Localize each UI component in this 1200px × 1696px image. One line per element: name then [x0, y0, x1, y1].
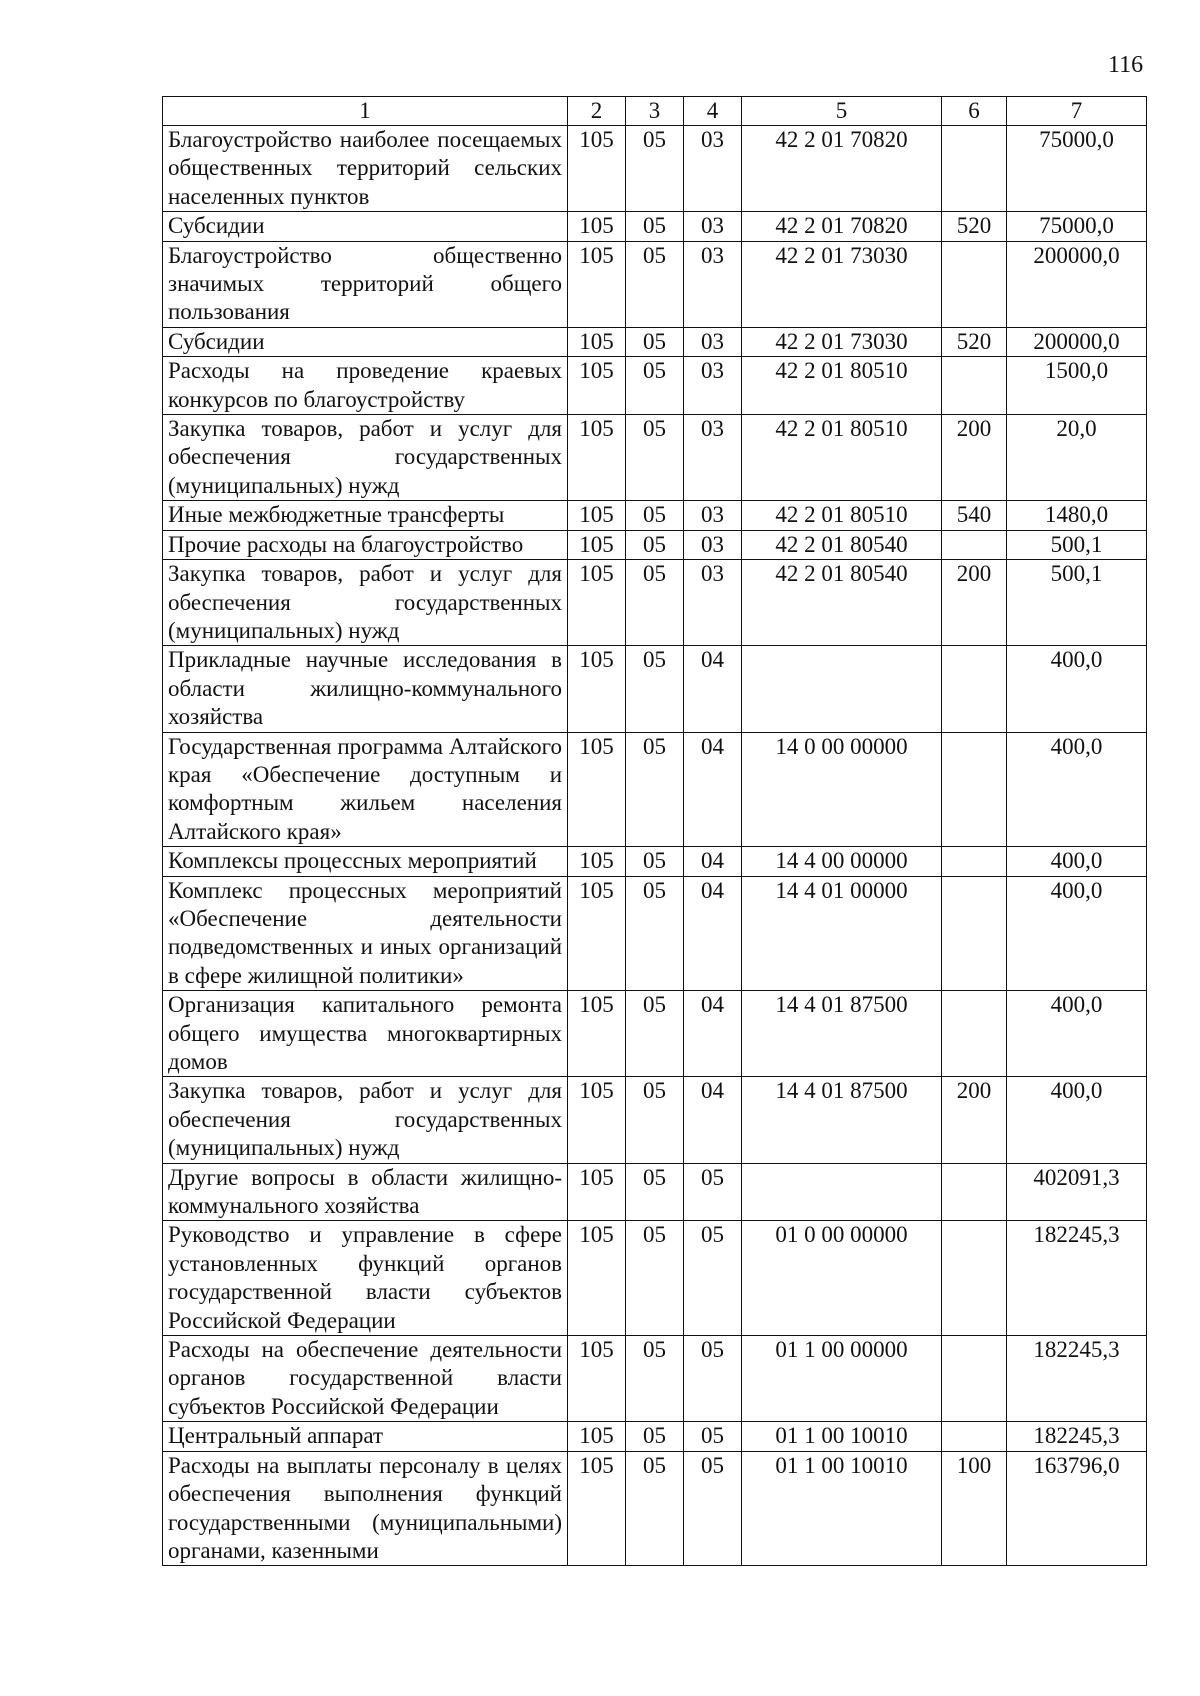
target-article-cell: 01 1 00 00000 — [742, 1336, 942, 1422]
table-row — [163, 1077, 1147, 1163]
subsection-code-cell: 03 — [684, 530, 742, 559]
row-name-cell: Закупка товаров, работ и услуг для обеспечения государственных (муниципальных) нужд — [163, 415, 568, 501]
section-code-cell: 05 — [626, 530, 684, 559]
section-code-cell: 05 — [626, 212, 684, 241]
amount-cell: 75000,0 — [1007, 212, 1147, 241]
expense-type-cell — [942, 876, 1007, 991]
column-header: 4 — [684, 97, 742, 126]
admin-code-cell: 105 — [568, 1422, 626, 1451]
amount-cell: 400,0 — [1007, 1077, 1147, 1163]
subsection-code-cell: 04 — [684, 732, 742, 847]
admin-code-cell: 105 — [568, 1077, 626, 1163]
section-code-cell: 05 — [626, 1163, 684, 1221]
subsection-code-cell: 04 — [684, 1077, 742, 1163]
expense-type-cell — [942, 732, 1007, 847]
target-article-cell: 14 4 00 00000 — [742, 847, 942, 876]
admin-code-cell: 105 — [568, 1336, 626, 1422]
amount-cell: 400,0 — [1007, 847, 1147, 876]
expense-type-cell: 520 — [942, 212, 1007, 241]
admin-code-cell: 105 — [568, 415, 626, 501]
section-code-cell: 05 — [626, 646, 684, 732]
column-header: 3 — [626, 97, 684, 126]
column-header: 1 — [163, 97, 568, 126]
row-name-cell: Руководство и управление в сфере установленных функций органов государственной власти субъектов Российской Федерации — [163, 1221, 568, 1336]
table-row — [163, 501, 1147, 530]
section-code-cell: 05 — [626, 241, 684, 327]
subsection-code-cell: 03 — [684, 415, 742, 501]
row-name-cell: Благоустройство общественно значимых территорий общего пользования — [163, 241, 568, 327]
amount-cell: 75000,0 — [1007, 126, 1147, 212]
admin-code-cell: 105 — [568, 560, 626, 646]
table-row — [163, 876, 1147, 991]
amount-cell: 182245,3 — [1007, 1422, 1147, 1451]
target-article-cell: 01 0 00 00000 — [742, 1221, 942, 1336]
column-header: 6 — [942, 97, 1007, 126]
expense-type-cell — [942, 530, 1007, 559]
table-row — [163, 357, 1147, 415]
subsection-code-cell: 03 — [684, 126, 742, 212]
target-article-cell: 14 4 01 00000 — [742, 876, 942, 991]
section-code-cell: 05 — [626, 847, 684, 876]
admin-code-cell: 105 — [568, 241, 626, 327]
subsection-code-cell: 04 — [684, 876, 742, 991]
amount-cell: 200000,0 — [1007, 327, 1147, 356]
target-article-cell — [742, 646, 942, 732]
subsection-code-cell: 03 — [684, 327, 742, 356]
table-row — [163, 847, 1147, 876]
subsection-code-cell: 05 — [684, 1221, 742, 1336]
row-name-cell: Иные межбюджетные трансферты — [163, 501, 568, 530]
target-article-cell: 42 2 01 70820 — [742, 126, 942, 212]
section-code-cell: 05 — [626, 126, 684, 212]
target-article-cell: 14 4 01 87500 — [742, 991, 942, 1077]
section-code-cell: 05 — [626, 560, 684, 646]
admin-code-cell: 105 — [568, 1221, 626, 1336]
amount-cell: 402091,3 — [1007, 1163, 1147, 1221]
subsection-code-cell: 05 — [684, 1451, 742, 1566]
column-header: 7 — [1007, 97, 1147, 126]
amount-cell: 400,0 — [1007, 876, 1147, 991]
row-name-cell: Организация капитального ремонта общего имущества многоквартирных домов — [163, 991, 568, 1077]
subsection-code-cell: 05 — [684, 1422, 742, 1451]
row-name-cell: Комплекс процессных мероприятий «Обеспечение деятельности подведомственных и иных организаций в сфере жилищной политики» — [163, 876, 568, 991]
target-article-cell: 42 2 01 70820 — [742, 212, 942, 241]
section-code-cell: 05 — [626, 876, 684, 991]
amount-cell: 163796,0 — [1007, 1451, 1147, 1566]
table-row — [163, 1451, 1147, 1566]
table-row — [163, 732, 1147, 847]
target-article-cell: 42 2 01 73030 — [742, 327, 942, 356]
section-code-cell: 05 — [626, 501, 684, 530]
admin-code-cell: 105 — [568, 212, 626, 241]
table-row — [163, 530, 1147, 559]
table-row — [163, 991, 1147, 1077]
expense-type-cell — [942, 1422, 1007, 1451]
admin-code-cell: 105 — [568, 1163, 626, 1221]
section-code-cell: 05 — [626, 357, 684, 415]
target-article-cell: 42 2 01 80510 — [742, 501, 942, 530]
expense-type-cell: 200 — [942, 415, 1007, 501]
section-code-cell: 05 — [626, 1077, 684, 1163]
expense-type-cell — [942, 1336, 1007, 1422]
expense-type-cell: 100 — [942, 1451, 1007, 1566]
table-row — [163, 327, 1147, 356]
expense-type-cell — [942, 646, 1007, 732]
expense-type-cell — [942, 241, 1007, 327]
admin-code-cell: 105 — [568, 327, 626, 356]
column-header: 2 — [568, 97, 626, 126]
row-name-cell: Центральный аппарат — [163, 1422, 568, 1451]
section-code-cell: 05 — [626, 1422, 684, 1451]
admin-code-cell: 105 — [568, 732, 626, 847]
expense-type-cell — [942, 126, 1007, 212]
table-row — [163, 560, 1147, 646]
row-name-cell: Прикладные научные исследования в области жилищно-коммунального хозяйства — [163, 646, 568, 732]
amount-cell: 500,1 — [1007, 560, 1147, 646]
subsection-code-cell: 05 — [684, 1163, 742, 1221]
amount-cell: 182245,3 — [1007, 1336, 1147, 1422]
section-code-cell: 05 — [626, 732, 684, 847]
target-article-cell: 14 0 00 00000 — [742, 732, 942, 847]
target-article-cell: 42 2 01 73030 — [742, 241, 942, 327]
table-row — [163, 415, 1147, 501]
section-code-cell: 05 — [626, 1336, 684, 1422]
section-code-cell: 05 — [626, 1451, 684, 1566]
budget-table-body — [163, 97, 1147, 1566]
subsection-code-cell: 04 — [684, 847, 742, 876]
table-row — [163, 646, 1147, 732]
row-name-cell: Субсидии — [163, 212, 568, 241]
amount-cell: 200000,0 — [1007, 241, 1147, 327]
amount-cell: 400,0 — [1007, 732, 1147, 847]
subsection-code-cell: 03 — [684, 501, 742, 530]
admin-code-cell: 105 — [568, 847, 626, 876]
target-article-cell: 01 1 00 10010 — [742, 1451, 942, 1566]
expense-type-cell — [942, 357, 1007, 415]
row-name-cell: Прочие расходы на благоустройство — [163, 530, 568, 559]
admin-code-cell: 105 — [568, 126, 626, 212]
admin-code-cell: 105 — [568, 646, 626, 732]
target-article-cell: 01 1 00 10010 — [742, 1422, 942, 1451]
amount-cell: 400,0 — [1007, 991, 1147, 1077]
table-row — [163, 126, 1147, 212]
expense-type-cell: 520 — [942, 327, 1007, 356]
subsection-code-cell: 03 — [684, 241, 742, 327]
admin-code-cell: 105 — [568, 357, 626, 415]
admin-code-cell: 105 — [568, 530, 626, 559]
amount-cell: 500,1 — [1007, 530, 1147, 559]
target-article-cell: 42 2 01 80540 — [742, 530, 942, 559]
target-article-cell: 42 2 01 80510 — [742, 415, 942, 501]
admin-code-cell: 105 — [568, 991, 626, 1077]
table-row — [163, 1422, 1147, 1451]
amount-cell: 1500,0 — [1007, 357, 1147, 415]
admin-code-cell: 105 — [568, 501, 626, 530]
row-name-cell: Расходы на проведение краевых конкурсов по благоустройству — [163, 357, 568, 415]
expense-type-cell — [942, 847, 1007, 876]
page-number: 116 — [1108, 52, 1144, 78]
budget-table — [162, 96, 1147, 1566]
subsection-code-cell: 05 — [684, 1336, 742, 1422]
column-number-row — [163, 97, 1147, 126]
section-code-cell: 05 — [626, 327, 684, 356]
row-name-cell: Другие вопросы в области жилищно-коммунального хозяйства — [163, 1163, 568, 1221]
table-row — [163, 1336, 1147, 1422]
admin-code-cell: 105 — [568, 876, 626, 991]
row-name-cell: Комплексы процессных мероприятий — [163, 847, 568, 876]
subsection-code-cell: 04 — [684, 646, 742, 732]
section-code-cell: 05 — [626, 991, 684, 1077]
expense-type-cell: 540 — [942, 501, 1007, 530]
row-name-cell: Расходы на выплаты персоналу в целях обеспечения выполнения функций государственными (муниципальными) органами, казенными — [163, 1451, 568, 1566]
table-row — [163, 241, 1147, 327]
amount-cell: 400,0 — [1007, 646, 1147, 732]
table-row — [163, 1163, 1147, 1221]
row-name-cell: Закупка товаров, работ и услуг для обеспечения государственных (муниципальных) нужд — [163, 1077, 568, 1163]
section-code-cell: 05 — [626, 415, 684, 501]
amount-cell: 20,0 — [1007, 415, 1147, 501]
row-name-cell: Субсидии — [163, 327, 568, 356]
amount-cell: 182245,3 — [1007, 1221, 1147, 1336]
target-article-cell: 42 2 01 80510 — [742, 357, 942, 415]
row-name-cell: Государственная программа Алтайского края «Обеспечение доступным и комфортным жильем населения Алтайского края» — [163, 732, 568, 847]
table-row — [163, 212, 1147, 241]
subsection-code-cell: 03 — [684, 357, 742, 415]
target-article-cell — [742, 1163, 942, 1221]
table-row — [163, 1221, 1147, 1336]
row-name-cell: Закупка товаров, работ и услуг для обеспечения государственных (муниципальных) нужд — [163, 560, 568, 646]
subsection-code-cell: 03 — [684, 212, 742, 241]
row-name-cell: Расходы на обеспечение деятельности органов государственной власти субъектов Российской Федерации — [163, 1336, 568, 1422]
expense-type-cell: 200 — [942, 1077, 1007, 1163]
section-code-cell: 05 — [626, 1221, 684, 1336]
expense-type-cell: 200 — [942, 560, 1007, 646]
subsection-code-cell: 04 — [684, 991, 742, 1077]
amount-cell: 1480,0 — [1007, 501, 1147, 530]
expense-type-cell — [942, 1163, 1007, 1221]
row-name-cell: Благоустройство наиболее посещаемых общественных территорий сельских населенных пунктов — [163, 126, 568, 212]
target-article-cell: 42 2 01 80540 — [742, 560, 942, 646]
admin-code-cell: 105 — [568, 1451, 626, 1566]
expense-type-cell — [942, 991, 1007, 1077]
target-article-cell: 14 4 01 87500 — [742, 1077, 942, 1163]
expense-type-cell — [942, 1221, 1007, 1336]
column-header: 5 — [742, 97, 942, 126]
subsection-code-cell: 03 — [684, 560, 742, 646]
